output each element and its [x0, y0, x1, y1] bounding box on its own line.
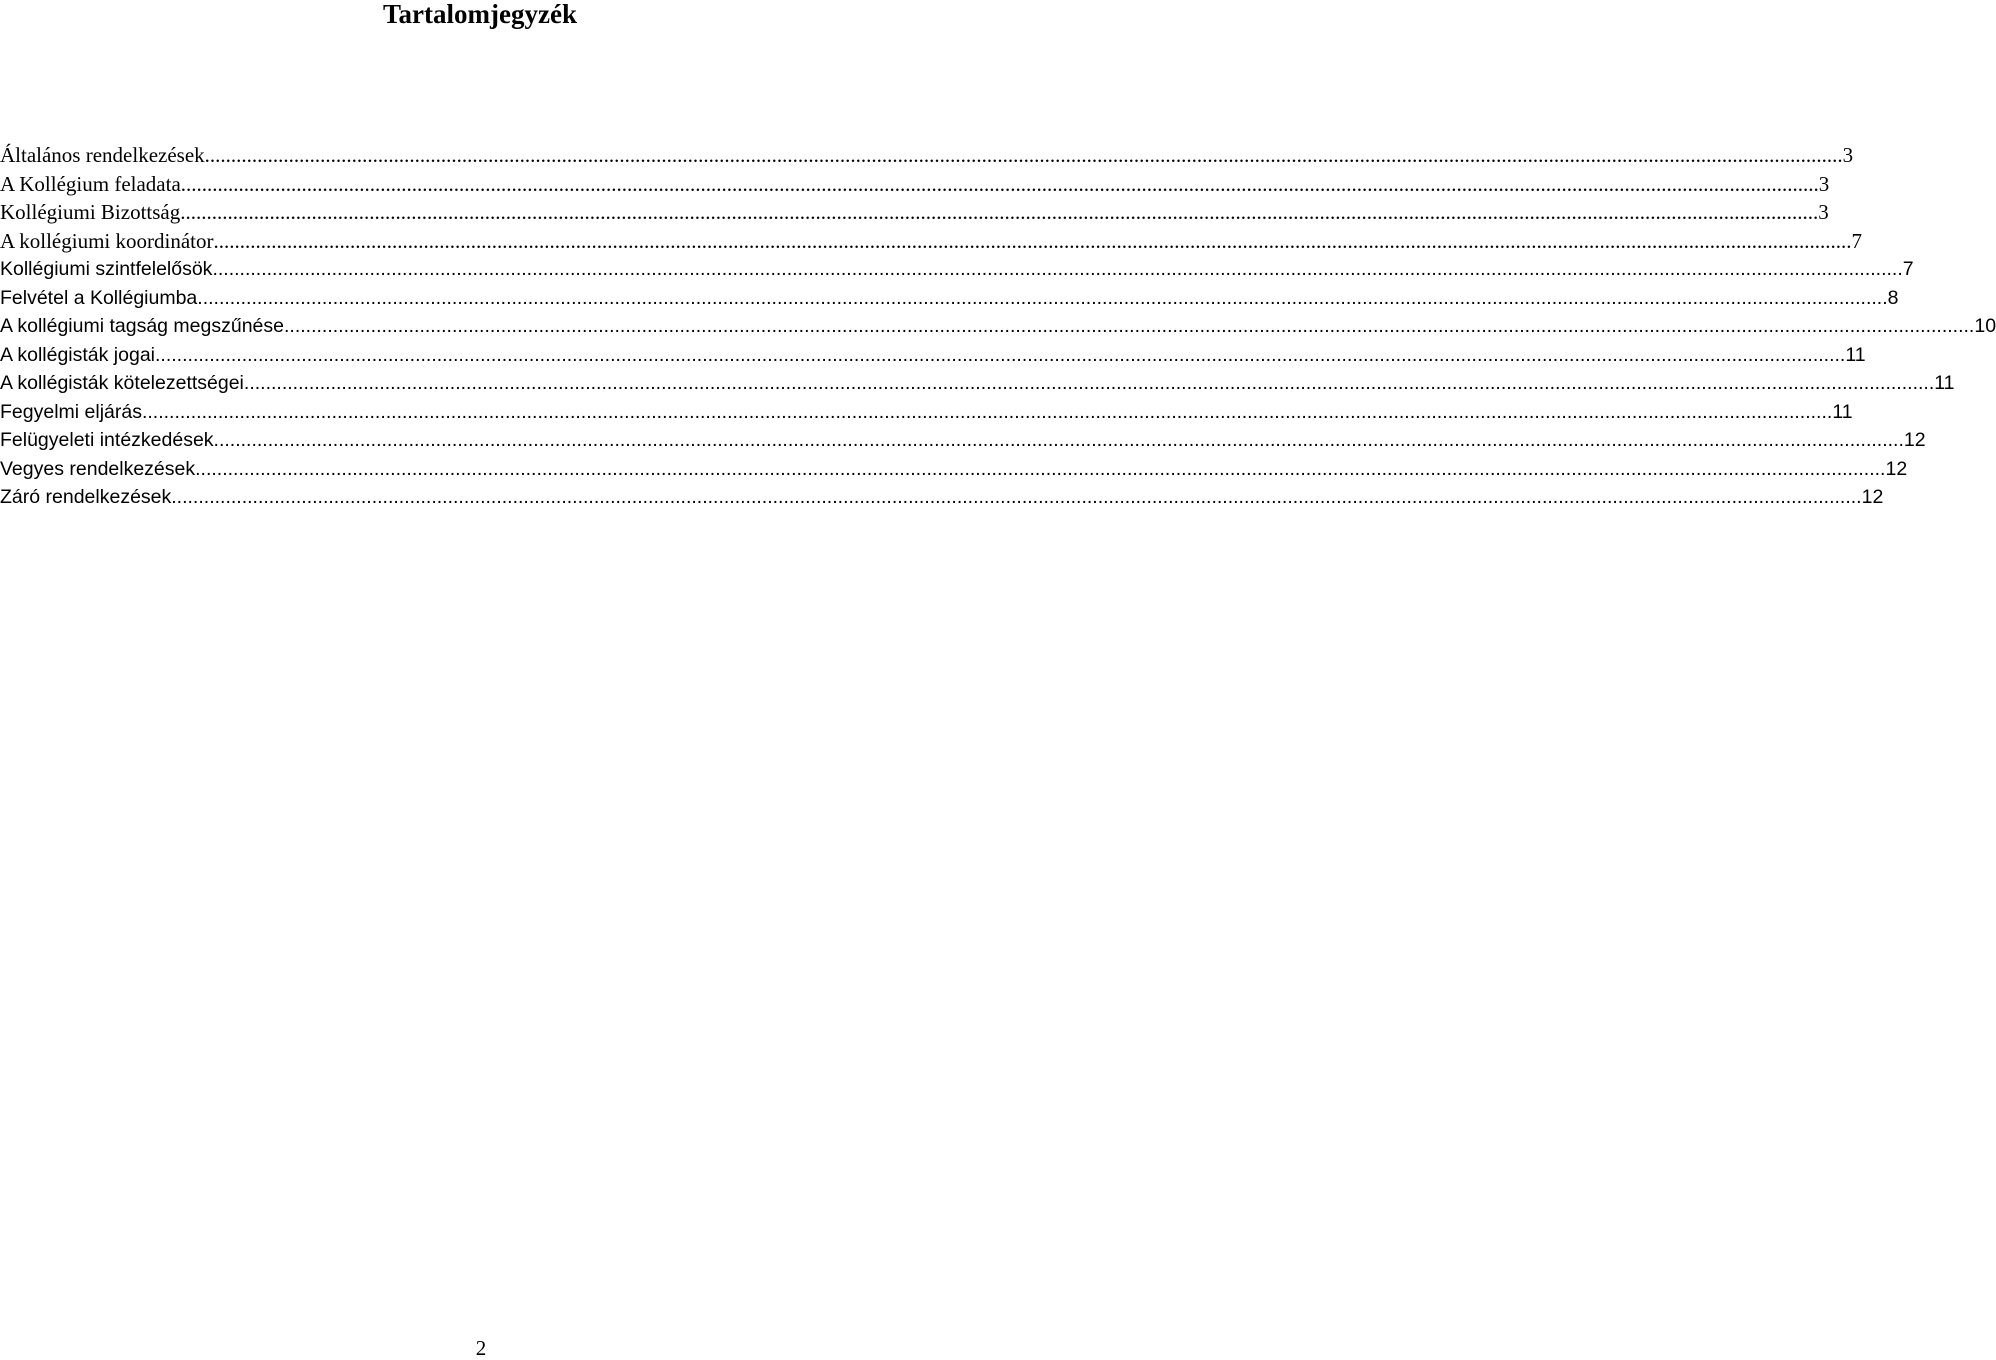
toc-entry-title: A Kollégium feladata — [0, 171, 181, 196]
toc-entry-page: 10 — [1974, 315, 1996, 337]
toc-entry[interactable] — [0, 198, 1829, 227]
toc-entry-page: 7 — [1902, 258, 1914, 280]
table-of-contents — [0, 141, 1996, 512]
toc-dot-leader — [205, 141, 1843, 170]
toc-entry[interactable] — [0, 426, 1926, 455]
toc-entry[interactable] — [0, 255, 1914, 284]
toc-dot-leader — [212, 255, 1902, 284]
toc-entry-title: A kollégiumi koordinátor — [0, 228, 214, 253]
toc-entry[interactable] — [0, 483, 1884, 512]
toc-entry-page: 12 — [1885, 457, 1908, 480]
toc-entry[interactable] — [0, 141, 1854, 170]
toc-entry-title: A kollégisták kötelezettségei — [0, 372, 244, 394]
toc-entry[interactable] — [0, 369, 1955, 398]
toc-entry[interactable] — [0, 170, 1830, 199]
toc-entry-title: Általános rendelkezések — [0, 143, 205, 167]
toc-entry[interactable] — [0, 398, 1853, 427]
toc-entry-page: 12 — [1861, 486, 1884, 508]
toc-entry[interactable] — [0, 284, 1899, 313]
toc-entry[interactable] — [0, 227, 1862, 256]
toc-dot-leader — [155, 341, 1845, 370]
toc-dot-leader — [213, 227, 1851, 256]
toc-entry[interactable] — [0, 312, 1996, 341]
toc-entry-page: 3 — [1842, 143, 1854, 167]
toc-entry-page: 11 — [1832, 400, 1853, 423]
toc-entry-title: Záró rendelkezések — [0, 486, 172, 508]
toc-dot-leader — [142, 398, 1832, 427]
toc-entry-page: 3 — [1818, 200, 1829, 224]
toc-entry-title: Felügyeleti intézkedések — [0, 429, 214, 451]
toc-entry-page: 3 — [1818, 171, 1830, 196]
toc-dot-leader — [180, 198, 1818, 227]
toc-entry-title: Vegyes rendelkezések — [0, 457, 196, 480]
toc-entry-page: 7 — [1851, 228, 1862, 253]
toc-entry-title: Fegyelmi eljárás — [0, 400, 142, 423]
toc-entry-page: 8 — [1887, 286, 1899, 309]
toc-dot-leader — [244, 369, 1934, 398]
toc-entry-title: Kollégiumi szintfelelősök — [0, 258, 213, 280]
toc-entry-page: 11 — [1845, 343, 1866, 366]
toc-entry-page: 11 — [1934, 372, 1955, 394]
toc-entry-title: A kollégisták jogai — [0, 343, 156, 366]
toc-entry-title: Felvétel a Kollégiumba — [0, 286, 198, 309]
toc-entry[interactable] — [0, 455, 1908, 484]
toc-entry-title: A kollégiumi tagság megszűnése — [0, 315, 284, 337]
toc-dot-leader — [195, 455, 1885, 484]
toc-entry-title: Kollégiumi Bizottság — [0, 200, 181, 224]
toc-dot-leader — [214, 426, 1904, 455]
toc-dot-leader — [197, 284, 1887, 313]
toc-dot-leader — [284, 312, 1974, 341]
toc-entry-page: 12 — [1903, 429, 1926, 451]
toc-dot-leader — [181, 170, 1819, 199]
page-title: Tartalomjegyzék — [383, 0, 577, 29]
toc-entry[interactable] — [0, 341, 1866, 370]
toc-dot-leader — [171, 483, 1861, 512]
page-number: 2 — [475, 1336, 487, 1360]
